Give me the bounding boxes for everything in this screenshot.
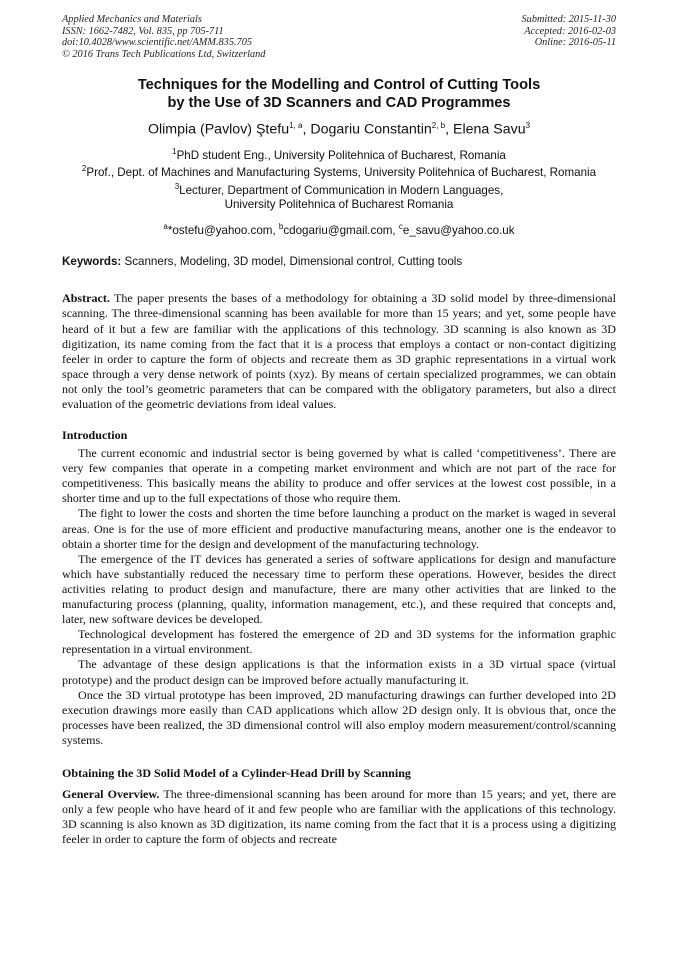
date-accepted: Accepted: 2016-02-03 bbox=[524, 25, 616, 37]
abstract-text: The paper presents the bases of a methodology for obtaining a 3D solid model by three-dimensional scanning. The three-dimensional scanning has been available for more than 15 years; and yet, some people have heard of it but a few are familiar with the applications of this technology. 3D scanning is also known as 3D digitization, its name coming from the fact that it is a process that employs a contact or non-contact digitizing feeler in order to capture the form of objects and recreate them as 3D graphic representations in a virtual work space through a very dense network of points (xyz). By means of certain specialized programmes, we can obtain not only the tool’s geometric parameters that can be compared with the obligatory parameters, but also a direct evaluation of the geometric deviations from ideal values. bbox=[62, 291, 616, 412]
email-sup: c bbox=[398, 221, 403, 231]
author-separator: , bbox=[302, 121, 311, 138]
journal-info bbox=[62, 14, 265, 60]
date-online: Online: 2016-05-11 bbox=[534, 37, 616, 48]
author-separator: , bbox=[445, 121, 454, 138]
affiliations bbox=[62, 145, 616, 212]
affiliation-sup: 2 bbox=[81, 164, 87, 174]
author-sup: 1, a bbox=[289, 121, 303, 130]
paragraph-text: The three-dimensional scanning has been around for more than 15 years; and yet, there are only a few people who have heard of it and few people who are familiar with the applications of this technology. 3D scanning is also known as 3D digitization, its name coming from the fact that it is a process using a digitizing feeler in order to capture the form of objects and recreate bbox=[62, 786, 616, 847]
journal-doi: doi:10.4028/www.scientific.net/AMM.835.705 bbox=[62, 37, 252, 48]
paragraph: Once the 3D virtual prototype has been improved, 2D manufacturing drawings can further developed into 2D execution drawings more easily than CAD applications which allow 2D design only. It is obvious that, once the processes have been realized, the 3D dimensional control will also employ modern measurement/control/scanning systems. bbox=[62, 687, 616, 747]
section-heading-introduction: Introduction bbox=[62, 428, 128, 443]
affiliation-line bbox=[62, 198, 616, 212]
paragraph: The emergence of the IT devices has generated a series of software applications for design and manufacture which have substantially reduced the necessary time to perform these operations. However, besides the direct activities relating to product design and manufacture, there are many other activities that are linked to the manufacturing process (planning, quality, information management, etc.), and these required that concepts and, later, new software devices be developed. bbox=[62, 551, 616, 627]
email-link[interactable]: *ostefu@yahoo.com, bbox=[167, 223, 279, 237]
author-list bbox=[62, 117, 616, 139]
email-sup: a bbox=[163, 221, 168, 231]
journal-name: Applied Mechanics and Materials bbox=[62, 14, 202, 25]
affiliation-line bbox=[62, 162, 616, 180]
affiliation-text: Lecturer, Department of Communication in Modern Languages, bbox=[179, 183, 504, 197]
paragraph: Technological development has fostered the emergence of 2D and 3D systems for the information graphic representation in a virtual environment. bbox=[62, 627, 616, 657]
affiliation-sup: 3 bbox=[174, 182, 180, 192]
paragraph: The fight to lower the costs and shorten the time before launching a product on the market is waged in several areas. One is for the use of more efficient and productive manufacturing means, another one is the endeavor to obtain a shorter time for the design and development of the manufacturing technology. bbox=[62, 506, 616, 551]
journal-copyright: © 2016 Trans Tech Publications Ltd, Switzerland bbox=[62, 48, 266, 60]
paper-title-line: by the Use of 3D Scanners and CAD Programmes bbox=[167, 95, 511, 111]
affiliation-line bbox=[62, 145, 616, 163]
abstract bbox=[62, 291, 616, 412]
paragraph: The advantage of these design applications is that the information exists in a 3D virtual space (virtual prototype) and the product design can be improved before actually manufacturing it. bbox=[62, 657, 616, 687]
author-sup: 2, b bbox=[431, 121, 446, 130]
affiliation-line bbox=[62, 180, 616, 198]
email-sup: b bbox=[278, 221, 284, 231]
journal-header bbox=[62, 14, 616, 60]
affiliation-text: University Politehnica of Bucharest Romania bbox=[224, 197, 454, 211]
author-sup: 3 bbox=[525, 121, 531, 130]
submission-dates bbox=[522, 14, 616, 60]
section2-body bbox=[62, 787, 616, 847]
subsection-label: General Overview. bbox=[62, 786, 160, 801]
affiliation-text: Prof., Dept. of Machines and Manufacturing Systems, University Politehnica of Bucharest, Romania bbox=[86, 166, 597, 180]
paper-title-line: Techniques for the Modelling and Control of Cutting Tools bbox=[137, 77, 541, 93]
email-link[interactable]: e_savu@yahoo.co.uk bbox=[402, 223, 515, 237]
section-heading-scanning: Obtaining the 3D Solid Model of a Cylinder-Head Drill by Scanning bbox=[62, 765, 411, 780]
author-emails bbox=[62, 220, 616, 238]
author-name: Dogariu Constantin bbox=[310, 121, 432, 138]
author-name: Olimpia (Pavlov) Ştefu bbox=[147, 121, 290, 138]
affiliation-sup: 1 bbox=[172, 146, 177, 156]
date-submitted: Submitted: 2015-11-30 bbox=[521, 14, 616, 25]
affiliation-text: PhD student Eng., University Politehnica of Bucharest, Romania bbox=[176, 148, 506, 162]
abstract-label: Abstract. bbox=[62, 291, 110, 306]
author-name: Elena Savu bbox=[453, 121, 526, 138]
keywords bbox=[62, 255, 616, 269]
keywords-text: Scanners, Modeling, 3D model, Dimensional control, Cutting tools bbox=[121, 255, 463, 269]
introduction-body bbox=[62, 446, 616, 748]
paragraph: The current economic and industrial sector is being governed by what is called ‘competitiveness’. There are very few companies that operate in a competing market environment and which are not part of the race for competitiveness. This basically means the ability to produce and offer services at the lowest cost possible, in a shorter time and up to the full expectations of those who require them. bbox=[62, 446, 616, 506]
journal-issn: ISSN: 1662-7482, Vol. 835, pp 705-711 bbox=[62, 25, 224, 37]
paper-title bbox=[62, 76, 616, 112]
paragraph bbox=[62, 787, 616, 847]
keywords-label: Keywords: bbox=[62, 255, 122, 269]
email-link[interactable]: cdogariu@gmail.com, bbox=[283, 223, 399, 237]
